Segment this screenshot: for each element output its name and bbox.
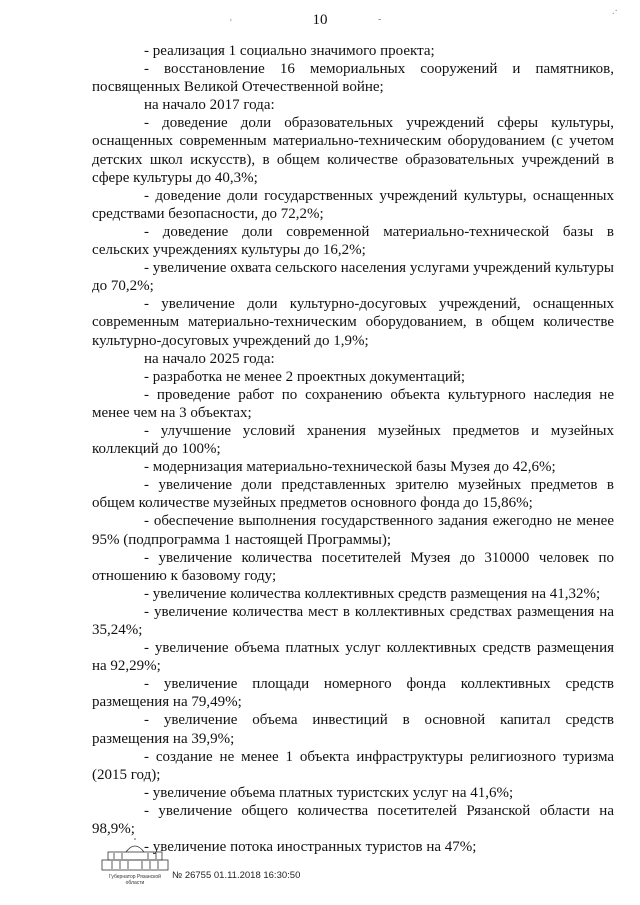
scan-mark: -: [378, 14, 382, 25]
document-body: [92, 42, 614, 856]
paragraph: - доведение доли образовательных учреждений сферы культуры, оснащенных современным материально-техническим оборудованием (с учетом детских школ искусств), в общем количестве образовательных учреждений в сфере культуры до 40,3%;: [92, 115, 614, 186]
paragraph: - проведение работ по сохранению объекта культурного наследия не менее чем на 3 объектах;: [92, 386, 614, 421]
page-number: 10: [312, 12, 328, 28]
registration-number: № 26755 01.11.2018 16:30:50: [172, 870, 301, 881]
section-heading: на начало 2025 года:: [144, 350, 275, 367]
paragraph: - увеличение объема платных услуг коллективных средств размещения на 92,29%;: [92, 640, 614, 675]
paragraph: - увеличение количества коллективных средств размещения на 41,32%;: [144, 585, 601, 602]
paragraph: - увеличение доли культурно-досуговых учреждений, оснащенных современным материально-техническим оборудованием, в общем количестве культурно-досуговых учреждений до 1,9%;: [92, 296, 614, 349]
stamp-caption: Губернатор Рязанской области: [109, 874, 161, 886]
paragraph: - увеличение площади номерного фонда коллективных средств размещения на 79,49%;: [92, 676, 614, 711]
paragraph: - увеличение объема платных туристских услуг на 41,6%;: [144, 784, 514, 801]
paragraph: - создание не менее 1 объекта инфраструктуры религиозного туризма (2015 год);: [92, 748, 614, 783]
paragraph: - увеличение охвата сельского населения услугами учреждений культуры до 70,2%;: [92, 260, 614, 295]
paragraph: - доведение доли государственных учреждений культуры, оснащенных средствами безопасности, до 72,2%;: [92, 187, 614, 222]
paragraph: - обеспечение выполнения государственного задания ежегодно не менее 95% (подпрограмма 1 настоящей Программы);: [92, 513, 614, 548]
paragraph: - увеличение доли представленных зрителю музейных предметов в общем количестве музейных предметов основного фонда до 15,86%;: [92, 477, 614, 512]
paragraph: - улучшение условий хранения музейных предметов и музейных коллекций до 100%;: [92, 422, 614, 458]
paragraph: - увеличение количества мест в коллективных средствах размещения на 35,24%;: [92, 603, 614, 638]
paragraph: - реализация 1 социально значимого проекта;: [144, 43, 435, 59]
paragraph: - увеличение количества посетителей Музея до 310000 человек по отношению к базовому году;: [92, 549, 614, 584]
paragraph: - восстановление 16 мемориальных сооружений и памятников, посвященных Великой Отечественной войне;: [92, 61, 614, 96]
paragraph: - увеличение объема инвестиций в основной капитал средств размещения на 39,9%;: [92, 712, 614, 747]
paragraph: - увеличение потока иностранных туристов на 47%;: [144, 839, 477, 856]
paragraph: - доведение доли современной материально-технической базы в сельских учреждениях культуры до 16,2%;: [92, 223, 614, 259]
paragraph: - увеличение общего количества посетителей Рязанской области на 98,9%;: [92, 802, 614, 838]
government-building-stamp-icon: [100, 838, 170, 872]
section-heading: на начало 2017 года:: [144, 97, 275, 114]
paragraph: - модернизация материально-технической базы Музея до 42,6%;: [144, 459, 556, 476]
paragraph: - разработка не менее 2 проектных документаций;: [144, 368, 466, 385]
scan-mark: ': [230, 18, 232, 29]
scan-mark: .·: [612, 6, 618, 17]
